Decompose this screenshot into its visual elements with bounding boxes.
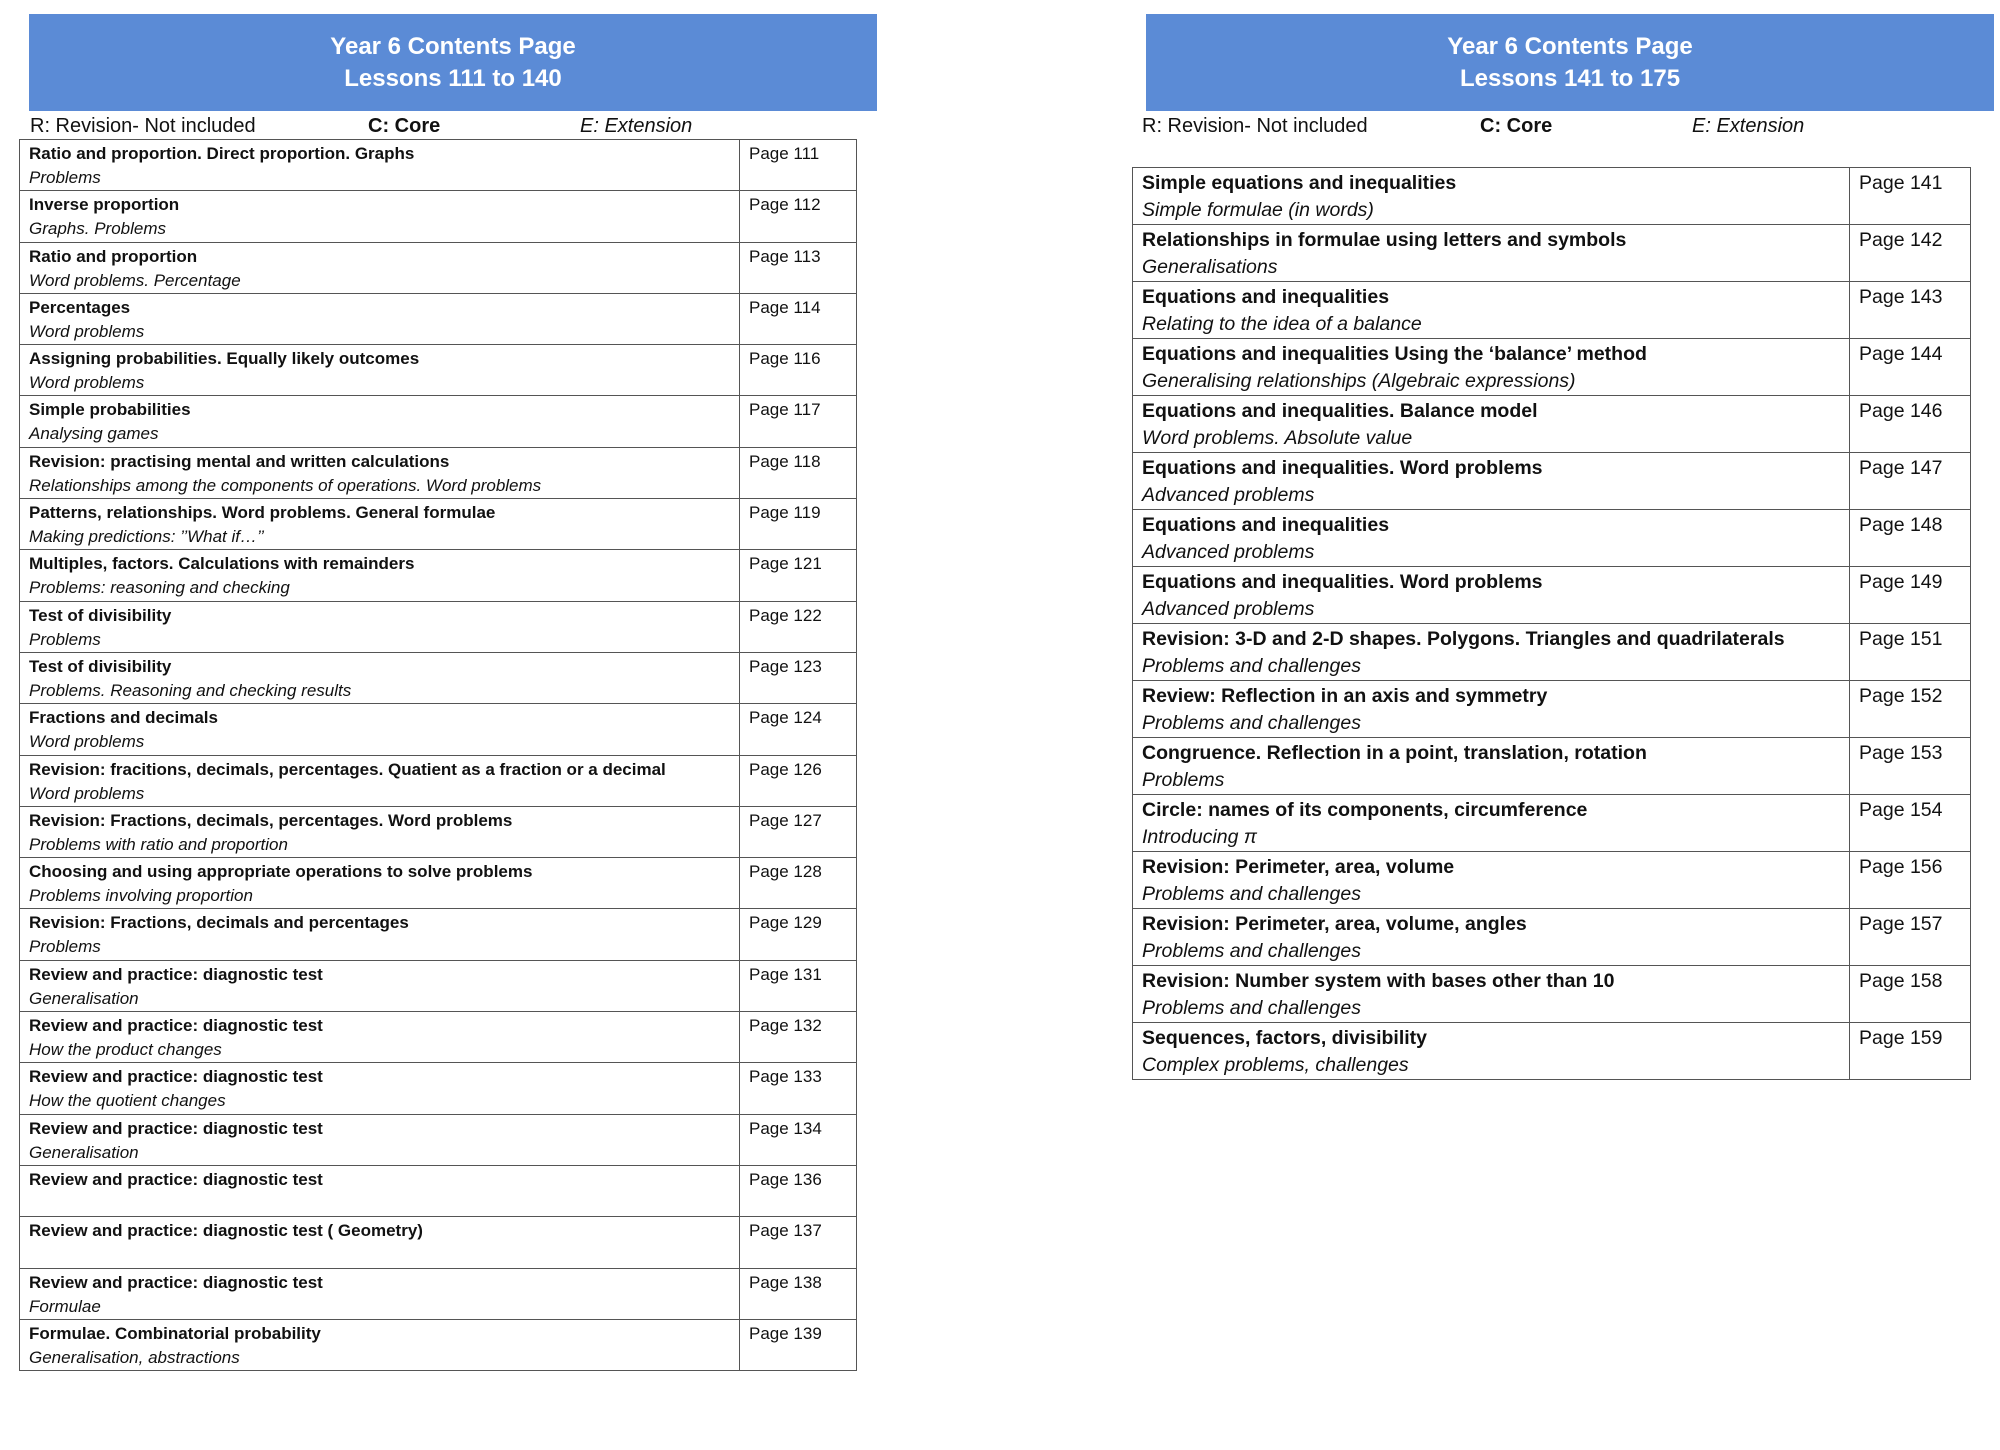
lesson-cell (1133, 909, 1850, 966)
table-row (1133, 681, 1971, 738)
lesson-cell (20, 1063, 740, 1114)
contents-table (1132, 167, 1971, 1080)
page-number: Page 147 (1859, 457, 1943, 479)
page-cell (1850, 795, 1971, 852)
lesson-subtitle: Problems and challenges (1142, 997, 1361, 1019)
page-cell (740, 858, 857, 909)
table-row (1133, 1023, 1971, 1080)
lesson-title: Sequences, factors, divisibility (1142, 1027, 1428, 1049)
lesson-cell (20, 345, 740, 396)
lesson-cell (1133, 567, 1850, 624)
lesson-cell (1133, 624, 1850, 681)
table-row (20, 396, 857, 447)
header-title: Year 6 Contents Page (1447, 32, 1693, 60)
page-number: Page 131 (749, 964, 822, 984)
lesson-subtitle: Simple formulae (in words) (1142, 199, 1374, 221)
table-row (20, 601, 857, 652)
page-cell (740, 601, 857, 652)
table-row (20, 806, 857, 857)
lesson-title: Revision: Number system with bases other than 10 (1142, 970, 1615, 992)
page-cell (1850, 852, 1971, 909)
lesson-subtitle: Problems and challenges (1142, 883, 1361, 905)
page-cell (1850, 225, 1971, 282)
page-number: Page 112 (749, 195, 821, 215)
lesson-subtitle: Problems (29, 629, 101, 649)
page-cell (740, 191, 857, 242)
page-number: Page 129 (749, 913, 822, 933)
lesson-cell (20, 704, 740, 755)
page-number: Page 142 (1859, 229, 1943, 251)
page-number: Page 113 (749, 246, 821, 266)
table-row (1133, 852, 1971, 909)
contents-table (19, 139, 857, 1371)
lesson-cell (1133, 453, 1850, 510)
page-number: Page 118 (749, 451, 821, 471)
lesson-subtitle: Word problems (29, 732, 145, 752)
lesson-title: Revision: 3-D and 2-D shapes. Polygons. Triangles and quadrilaterals (1142, 628, 1785, 650)
page-cell (740, 1217, 857, 1268)
lesson-subtitle: Problems. Reasoning and checking results (29, 680, 352, 700)
page-number: Page 158 (1859, 970, 1943, 992)
table-row (1133, 282, 1971, 339)
lesson-cell (20, 1268, 740, 1319)
table-row (1133, 624, 1971, 681)
page-cell (1850, 738, 1971, 795)
lesson-cell (1133, 168, 1850, 225)
lesson-title: Equations and inequalities. Word problems (1142, 571, 1543, 593)
page-cell (740, 909, 857, 960)
page-number: Page 144 (1859, 343, 1943, 365)
lesson-subtitle: Generalisation (29, 988, 139, 1008)
page-cell (740, 1319, 857, 1370)
lesson-title: Multiples, factors. Calculations with remainders (29, 554, 415, 574)
lesson-title: Fractions and decimals (29, 708, 218, 728)
table-row (20, 960, 857, 1011)
lesson-title: Assigning probabilities. Equally likely outcomes (29, 349, 420, 369)
page-cell (1850, 339, 1971, 396)
page-cell (740, 1268, 857, 1319)
lesson-title: Equations and inequalities (1142, 286, 1390, 308)
table-row (20, 550, 857, 601)
lesson-subtitle: Problems involving proportion (29, 886, 253, 906)
table-row (1133, 339, 1971, 396)
lesson-subtitle: Graphs. Problems (29, 219, 166, 239)
legend (1142, 113, 1990, 139)
lesson-cell (20, 601, 740, 652)
page-number: Page 124 (749, 708, 822, 728)
table-row (1133, 909, 1971, 966)
lesson-subtitle: Relating to the idea of a balance (1142, 313, 1422, 335)
page-cell (740, 550, 857, 601)
page-number: Page 116 (749, 349, 821, 369)
page-cell (740, 242, 857, 293)
lesson-subtitle: Generalisations (1142, 256, 1278, 278)
lesson-subtitle: Advanced problems (1142, 541, 1315, 563)
lesson-subtitle: Word problems (29, 321, 145, 341)
page-number: Page 133 (749, 1067, 822, 1087)
table-row (20, 1063, 857, 1114)
page-number: Page 159 (1859, 1027, 1943, 1049)
page-cell (740, 447, 857, 498)
table-row (20, 704, 857, 755)
lesson-cell (1133, 681, 1850, 738)
lesson-subtitle: Introducing π (1142, 826, 1257, 848)
page-cell (1850, 681, 1971, 738)
lesson-cell (1133, 1023, 1850, 1080)
legend (30, 113, 878, 139)
page-number: Page 139 (749, 1323, 822, 1343)
lesson-subtitle: Complex problems, challenges (1142, 1054, 1409, 1076)
lesson-cell (20, 858, 740, 909)
lesson-subtitle: Problems and challenges (1142, 712, 1361, 734)
lesson-title: Review and practice: diagnostic test (29, 1272, 323, 1292)
lesson-cell (20, 652, 740, 703)
table-row (1133, 738, 1971, 795)
lesson-subtitle: Generalisation (29, 1142, 139, 1162)
lesson-subtitle: How the quotient changes (29, 1091, 226, 1111)
page-cell (1850, 966, 1971, 1023)
lesson-subtitle: Problems (29, 168, 101, 187)
lesson-title: Review and practice: diagnostic test (29, 964, 323, 984)
lesson-subtitle: Analysing games (29, 424, 159, 444)
lesson-title: Revision: fracitions, decimals, percentages. Quatient as a fraction or a decimal (29, 759, 666, 779)
page-number: Page 111 (749, 144, 820, 163)
lesson-subtitle: Problems: reasoning and checking (29, 578, 290, 598)
page-number: Page 152 (1859, 685, 1943, 707)
lesson-title: Review and practice: diagnostic test ( Geometry) (29, 1221, 423, 1241)
table-row (1133, 453, 1971, 510)
lesson-subtitle: Making predictions: ’’What if…’’ (29, 527, 264, 547)
lesson-subtitle: Generalisation, abstractions (29, 1347, 240, 1367)
lesson-title: Revision: Perimeter, area, volume (1142, 856, 1455, 878)
page-cell (1850, 396, 1971, 453)
lesson-cell (20, 1319, 740, 1370)
table-row (20, 140, 857, 191)
page-cell (1850, 282, 1971, 339)
table-row (20, 499, 857, 550)
lesson-title: Review and practice: diagnostic test (29, 1169, 323, 1189)
lesson-title: Revision: practising mental and written calculations (29, 451, 450, 471)
header-lesson-range: Lessons 141 to 175 (1459, 64, 1681, 92)
lesson-cell (20, 550, 740, 601)
page-cell (740, 1012, 857, 1063)
page-number: Page 136 (749, 1169, 822, 1189)
lesson-cell (1133, 795, 1850, 852)
page-number: Page 141 (1859, 172, 1943, 194)
page-number: Page 132 (749, 1016, 822, 1036)
page-number: Page 117 (749, 400, 821, 420)
table-row (20, 858, 857, 909)
lesson-title: Congruence. Reflection in a point, translation, rotation (1142, 742, 1647, 764)
lesson-title: Test of divisibility (29, 605, 172, 625)
lesson-title: Choosing and using appropriate operations to solve problems (29, 862, 533, 882)
page-number: Page 156 (1859, 856, 1943, 878)
page-number: Page 143 (1859, 286, 1943, 308)
legend-revision: R: Revision- Not included (1142, 115, 1368, 137)
lesson-cell (1133, 966, 1850, 1023)
lesson-title: Simple probabilities (29, 400, 191, 420)
page-number: Page 154 (1859, 799, 1943, 821)
contents-header (1146, 14, 1994, 111)
page-number: Page 126 (749, 759, 822, 779)
page-number: Page 137 (749, 1221, 822, 1241)
lesson-subtitle: Relationships among the components of operations. Word problems (29, 475, 542, 495)
page-cell (740, 293, 857, 344)
lesson-subtitle: Formulae (29, 1296, 101, 1316)
lesson-title: Review and practice: diagnostic test (29, 1118, 323, 1138)
lesson-title: Relationships in formulae using letters and symbols (1142, 229, 1627, 251)
lesson-subtitle: Advanced problems (1142, 598, 1315, 620)
header-lesson-range: Lessons 111 to 140 (344, 64, 562, 92)
lesson-cell (1133, 396, 1850, 453)
page-cell (1850, 909, 1971, 966)
lesson-subtitle: Problems (29, 937, 101, 957)
page-cell (740, 960, 857, 1011)
page-cell (740, 806, 857, 857)
lesson-cell (20, 447, 740, 498)
page-cell (1850, 1023, 1971, 1080)
page-number: Page 149 (1859, 571, 1943, 593)
lesson-cell (20, 140, 740, 191)
page-number: Page 138 (749, 1272, 822, 1292)
legend-core: C: Core (368, 115, 441, 137)
page-cell (740, 396, 857, 447)
page-cell (740, 1114, 857, 1165)
lesson-subtitle: Word problems. Absolute value (1142, 427, 1413, 449)
lesson-title: Test of divisibility (29, 656, 172, 676)
lesson-cell (20, 1012, 740, 1063)
page-number: Page 122 (749, 605, 822, 625)
lesson-title: Percentages (29, 297, 131, 317)
page-cell (740, 1165, 857, 1216)
lesson-title: Formulae. Combinatorial probability (29, 1323, 321, 1343)
lesson-title: Revision: Fractions, decimals, percentages. Word problems (29, 810, 513, 830)
lesson-cell (1133, 738, 1850, 795)
lesson-subtitle: Problems with ratio and proportion (29, 834, 288, 854)
page-cell (740, 140, 857, 191)
page-number: Page 119 (749, 503, 821, 523)
table-row (20, 1114, 857, 1165)
table-row (1133, 225, 1971, 282)
table-row (20, 345, 857, 396)
lesson-cell (20, 396, 740, 447)
page-cell (1850, 453, 1971, 510)
lesson-cell (20, 960, 740, 1011)
lesson-subtitle: Problems and challenges (1142, 940, 1361, 962)
legend-extension: E: Extension (1692, 115, 1805, 137)
table-row (1133, 510, 1971, 567)
lesson-title: Equations and inequalities. Balance model (1142, 400, 1538, 422)
lesson-title: Review and practice: diagnostic test (29, 1067, 323, 1087)
lesson-subtitle: Problems and challenges (1142, 655, 1361, 677)
table-row (20, 652, 857, 703)
lesson-cell (20, 242, 740, 293)
legend-revision: R: Revision- Not included (30, 115, 256, 137)
page-cell (1850, 510, 1971, 567)
table-row (1133, 396, 1971, 453)
page-number: Page 128 (749, 862, 822, 882)
lesson-cell (20, 909, 740, 960)
lesson-cell (20, 755, 740, 806)
legend-extension: E: Extension (580, 115, 693, 137)
lesson-subtitle: Word problems (29, 373, 145, 393)
table-row (1133, 567, 1971, 624)
table-row (20, 242, 857, 293)
table-row (20, 447, 857, 498)
table-row (20, 1217, 857, 1268)
contents-header (29, 14, 877, 111)
table-row (20, 191, 857, 242)
table-row (1133, 795, 1971, 852)
table-row (20, 755, 857, 806)
lesson-title: Simple equations and inequalities (1142, 172, 1457, 194)
lesson-title: Inverse proportion (29, 195, 180, 215)
table-row (20, 1012, 857, 1063)
table-row (1133, 966, 1971, 1023)
lesson-cell (1133, 852, 1850, 909)
lesson-subtitle: Generalising relationships (Algebraic expressions) (1142, 370, 1576, 392)
page-cell (1850, 168, 1971, 225)
lesson-title: Equations and inequalities. Word problems (1142, 457, 1543, 479)
table-row (20, 1268, 857, 1319)
lesson-cell (20, 293, 740, 344)
lesson-title: Circle: names of its components, circumference (1142, 799, 1588, 821)
lesson-title: Ratio and proportion. Direct proportion. Graphs (29, 144, 415, 163)
page-number: Page 123 (749, 656, 822, 676)
lesson-cell (20, 806, 740, 857)
page-cell (740, 704, 857, 755)
lesson-title: Ratio and proportion (29, 246, 198, 266)
lesson-subtitle: Advanced problems (1142, 484, 1315, 506)
page-cell (740, 499, 857, 550)
page-cell (740, 652, 857, 703)
lesson-cell (1133, 282, 1850, 339)
page-number: Page 151 (1859, 628, 1943, 650)
page-number: Page 148 (1859, 514, 1943, 536)
lesson-title: Equations and inequalities (1142, 514, 1390, 536)
page-number: Page 146 (1859, 400, 1943, 422)
lesson-title: Review: Reflection in an axis and symmetry (1142, 685, 1548, 707)
table-row (1133, 168, 1971, 225)
lesson-cell (20, 191, 740, 242)
page-number: Page 134 (749, 1118, 822, 1138)
lesson-title: Equations and inequalities Using the ‘balance’ method (1142, 343, 1647, 365)
lesson-title: Revision: Perimeter, area, volume, angles (1142, 913, 1527, 935)
table-row (20, 293, 857, 344)
lesson-subtitle: Word problems (29, 783, 145, 803)
page-cell (1850, 567, 1971, 624)
page-number: Page 153 (1859, 742, 1943, 764)
lesson-subtitle: Problems (1142, 769, 1225, 791)
page-cell (740, 755, 857, 806)
lesson-subtitle: Word problems. Percentage (29, 270, 241, 290)
lesson-cell (1133, 225, 1850, 282)
table-row (20, 1165, 857, 1216)
page-number: Page 127 (749, 810, 822, 830)
page-cell (1850, 624, 1971, 681)
lesson-cell (20, 1114, 740, 1165)
table-row (20, 909, 857, 960)
lesson-cell (1133, 339, 1850, 396)
lesson-cell (20, 1165, 740, 1216)
lesson-cell (20, 499, 740, 550)
lesson-subtitle: How the product changes (29, 1040, 222, 1060)
lesson-title: Revision: Fractions, decimals and percentages (29, 913, 409, 933)
page-cell (740, 345, 857, 396)
lesson-cell (1133, 510, 1850, 567)
lesson-cell (20, 1217, 740, 1268)
lesson-title: Review and practice: diagnostic test (29, 1016, 323, 1036)
page-number: Page 121 (749, 554, 822, 574)
legend-core: C: Core (1480, 115, 1553, 137)
page-cell (740, 1063, 857, 1114)
table-row (20, 1319, 857, 1370)
header-title: Year 6 Contents Page (330, 32, 576, 60)
lesson-title: Patterns, relationships. Word problems. General formulae (29, 503, 496, 523)
page-number: Page 157 (1859, 913, 1943, 935)
page-number: Page 114 (749, 297, 821, 317)
